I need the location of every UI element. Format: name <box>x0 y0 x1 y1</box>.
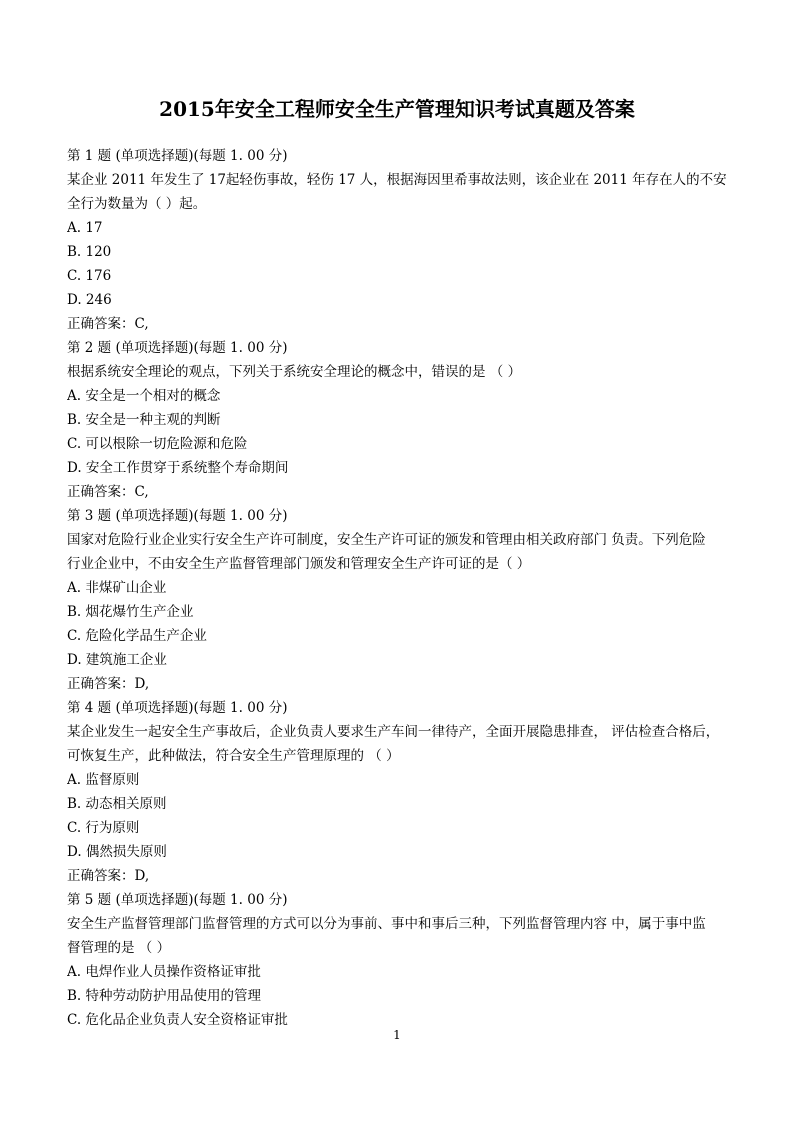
answer-option: D. 安全工作贯穿于系统整个寿命期间 <box>67 460 289 476</box>
question-stem-line: 全行为数量为（ ）起。 <box>67 196 207 212</box>
answer-option: C. 危化品企业负责人安全资格证审批 <box>67 1012 288 1028</box>
answer-option: B. 安全是一种主观的判断 <box>67 412 221 428</box>
answer-option: D. 建筑施工企业 <box>67 652 167 668</box>
answer-option: A. 监督原则 <box>67 772 140 788</box>
answer-option: C. 176 <box>67 268 112 284</box>
answer-option: A. 17 <box>67 220 103 236</box>
answer-option: B. 120 <box>67 244 112 260</box>
document-content <box>67 144 747 1032</box>
correct-answer: 正确答案：C, <box>67 484 149 500</box>
question-1 <box>67 144 747 336</box>
answer-option: A. 非煤矿山企业 <box>67 580 167 596</box>
answer-option: C. 可以根除一切危险源和危险 <box>67 436 248 452</box>
question-stem-line: 某企业 2011 年发生了 17起轻伤事故，轻伤 17 人，根据海因里希事故法则，该企业在 2011 年存在人的不安 <box>67 172 727 188</box>
question-5 <box>67 888 747 1032</box>
correct-answer: 正确答案：C, <box>67 316 149 332</box>
answer-option: D. 偶然损失原则 <box>67 844 167 860</box>
question-4 <box>67 696 747 888</box>
question-stem-line: 国家对危险行业企业实行安全生产许可制度，安全生产许可证的颁发和管理由相关政府部门 负责。下列危险 <box>67 532 706 548</box>
correct-answer: 正确答案：D, <box>67 676 150 692</box>
question-3 <box>67 504 747 696</box>
question-stem-line: 根据系统安全理论的观点，下列关于系统安全理论的概念中，错误的是 （ ） <box>67 364 522 380</box>
question-stem-line: 安全生产监督管理部门监督管理的方式可以分为事前、事中和事后三种，下列监督管理内容 中，属于事中监 <box>67 916 706 932</box>
answer-option: B. 烟花爆竹生产企业 <box>67 604 194 620</box>
document-title: 2015年安全工程师安全生产管理知识考试真题及答案 <box>159 97 635 121</box>
answer-option: A. 安全是一个相对的概念 <box>67 388 221 404</box>
answer-option: C. 行为原则 <box>67 820 140 836</box>
question-header: 第 1 题 (单项选择题)(每题 1. 00 分) <box>67 148 288 164</box>
question-header: 第 4 题 (单项选择题)(每题 1. 00 分) <box>67 700 288 716</box>
question-stem-line: 可恢复生产，此种做法，符合安全生产管理原理的 （ ） <box>67 748 400 764</box>
question-stem-line: 行业企业中，不由安全生产监督管理部门颁发和管理安全生产许可证的是（ ） <box>67 556 531 572</box>
correct-answer: 正确答案：D, <box>67 868 150 884</box>
answer-option: A. 电焊作业人员操作资格证审批 <box>67 964 261 980</box>
answer-option: C. 危险化学品生产企业 <box>67 628 207 644</box>
question-header: 第 3 题 (单项选择题)(每题 1. 00 分) <box>67 508 288 524</box>
question-header: 第 2 题 (单项选择题)(每题 1. 00 分) <box>67 340 288 356</box>
question-stem-line: 督管理的是 （ ） <box>67 940 171 956</box>
answer-option: B. 特种劳动防护用品使用的管理 <box>67 988 262 1004</box>
question-2 <box>67 336 747 504</box>
question-stem-line: 某企业发生一起安全生产事故后，企业负责人要求生产车间一律待产，全面开展隐患排查， 评估检查合格后， <box>67 724 720 740</box>
answer-option: D. 246 <box>67 292 112 308</box>
question-header: 第 5 题 (单项选择题)(每题 1. 00 分) <box>67 892 288 908</box>
page-number: 1 <box>393 1028 401 1042</box>
answer-option: B. 动态相关原则 <box>67 796 167 812</box>
